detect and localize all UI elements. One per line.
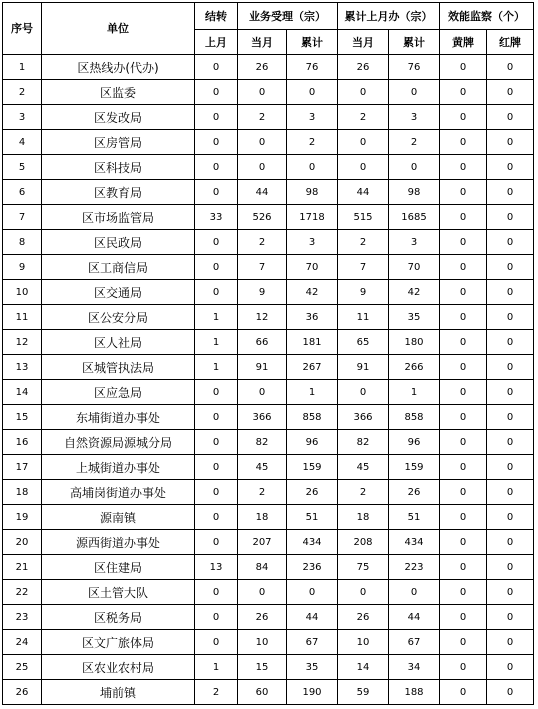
cell-yellow-card: 0 (440, 355, 487, 380)
cell-seq: 15 (3, 405, 42, 430)
cell-business-total: 2 (287, 130, 338, 155)
cell-seq: 3 (3, 105, 42, 130)
cell-transfer-last-month: 0 (195, 605, 238, 630)
cell-done-this-month: 9 (338, 280, 389, 305)
header-seq: 序号 (3, 3, 42, 55)
header-unit: 单位 (42, 3, 195, 55)
cell-done-total: 3 (389, 105, 440, 130)
cell-done-total: 266 (389, 355, 440, 380)
cell-business-this-month: 2 (238, 105, 287, 130)
cell-transfer-last-month: 2 (195, 680, 238, 705)
cell-business-this-month: 10 (238, 630, 287, 655)
header-last-month: 上月 (195, 30, 238, 55)
cell-done-total: 0 (389, 80, 440, 105)
cell-done-this-month: 2 (338, 480, 389, 505)
cell-done-total: 0 (389, 155, 440, 180)
cell-unit: 上城街道办事处 (42, 455, 195, 480)
cell-done-total: 188 (389, 680, 440, 705)
cell-yellow-card: 0 (440, 655, 487, 680)
cell-transfer-last-month: 0 (195, 105, 238, 130)
cell-business-this-month: 0 (238, 80, 287, 105)
cell-business-total: 0 (287, 155, 338, 180)
cell-business-total: 35 (287, 655, 338, 680)
cell-business-total: 0 (287, 80, 338, 105)
cell-red-card: 0 (487, 580, 534, 605)
cell-business-this-month: 0 (238, 380, 287, 405)
cell-business-total: 96 (287, 430, 338, 455)
table-row (3, 105, 534, 130)
cell-business-this-month: 45 (238, 455, 287, 480)
cell-done-total: 70 (389, 255, 440, 280)
cell-red-card: 0 (487, 255, 534, 280)
cell-transfer-last-month: 1 (195, 305, 238, 330)
table-body (3, 55, 534, 705)
cell-done-this-month: 26 (338, 55, 389, 80)
cell-transfer-last-month: 0 (195, 380, 238, 405)
cell-transfer-last-month: 0 (195, 480, 238, 505)
cell-business-total: 26 (287, 480, 338, 505)
cell-seq: 14 (3, 380, 42, 405)
table-row (3, 205, 534, 230)
cell-yellow-card: 0 (440, 630, 487, 655)
cell-seq: 7 (3, 205, 42, 230)
cell-done-this-month: 59 (338, 680, 389, 705)
cell-business-total: 181 (287, 330, 338, 355)
table-row (3, 580, 534, 605)
cell-unit: 高埔岗街道办事处 (42, 480, 195, 505)
cell-yellow-card: 0 (440, 505, 487, 530)
cell-yellow-card: 0 (440, 330, 487, 355)
cell-business-total: 36 (287, 305, 338, 330)
cell-done-this-month: 45 (338, 455, 389, 480)
cell-business-total: 190 (287, 680, 338, 705)
cell-done-total: 26 (389, 480, 440, 505)
table-row (3, 605, 534, 630)
header-yellow-card: 黄牌 (440, 30, 487, 55)
cell-business-this-month: 26 (238, 605, 287, 630)
table-row (3, 380, 534, 405)
cell-unit: 区土管大队 (42, 580, 195, 605)
cell-done-this-month: 366 (338, 405, 389, 430)
cell-business-total: 67 (287, 630, 338, 655)
table-row (3, 180, 534, 205)
cell-seq: 18 (3, 480, 42, 505)
cell-yellow-card: 0 (440, 305, 487, 330)
cell-done-total: 858 (389, 405, 440, 430)
cell-red-card: 0 (487, 505, 534, 530)
cell-red-card: 0 (487, 55, 534, 80)
cell-business-this-month: 0 (238, 155, 287, 180)
cell-red-card: 0 (487, 105, 534, 130)
cell-yellow-card: 0 (440, 105, 487, 130)
cell-yellow-card: 0 (440, 480, 487, 505)
cell-business-total: 1 (287, 380, 338, 405)
cell-unit: 区房管局 (42, 130, 195, 155)
cell-transfer-last-month: 0 (195, 530, 238, 555)
header-business: 业务受理（宗） (238, 3, 338, 30)
cell-business-total: 267 (287, 355, 338, 380)
table-row (3, 80, 534, 105)
cell-unit: 区公安分局 (42, 305, 195, 330)
cell-transfer-last-month: 33 (195, 205, 238, 230)
cell-transfer-last-month: 0 (195, 230, 238, 255)
cell-business-total: 76 (287, 55, 338, 80)
cell-done-this-month: 2 (338, 230, 389, 255)
cell-seq: 23 (3, 605, 42, 630)
cell-business-this-month: 2 (238, 480, 287, 505)
cell-done-total: 434 (389, 530, 440, 555)
cell-business-this-month: 0 (238, 130, 287, 155)
cell-yellow-card: 0 (440, 230, 487, 255)
cell-yellow-card: 0 (440, 605, 487, 630)
cell-transfer-last-month: 0 (195, 405, 238, 430)
table-row (3, 55, 534, 80)
cell-seq: 22 (3, 580, 42, 605)
cell-red-card: 0 (487, 155, 534, 180)
cell-yellow-card: 0 (440, 380, 487, 405)
cell-yellow-card: 0 (440, 155, 487, 180)
cell-done-total: 0 (389, 580, 440, 605)
cell-business-this-month: 60 (238, 680, 287, 705)
cell-red-card: 0 (487, 130, 534, 155)
cell-seq: 21 (3, 555, 42, 580)
cell-transfer-last-month: 0 (195, 505, 238, 530)
cell-transfer-last-month: 0 (195, 630, 238, 655)
cell-red-card: 0 (487, 405, 534, 430)
cell-red-card: 0 (487, 280, 534, 305)
cell-business-this-month: 7 (238, 255, 287, 280)
table-row (3, 455, 534, 480)
cell-yellow-card: 0 (440, 530, 487, 555)
table-row (3, 355, 534, 380)
cell-unit: 区教育局 (42, 180, 195, 205)
cell-done-this-month: 11 (338, 305, 389, 330)
cell-done-total: 35 (389, 305, 440, 330)
header-transfer: 结转 (195, 3, 238, 30)
cell-done-total: 159 (389, 455, 440, 480)
table-row (3, 405, 534, 430)
cell-yellow-card: 0 (440, 280, 487, 305)
cell-red-card: 0 (487, 230, 534, 255)
cell-done-total: 96 (389, 430, 440, 455)
cell-business-total: 858 (287, 405, 338, 430)
cell-done-this-month: 26 (338, 605, 389, 630)
cell-transfer-last-month: 0 (195, 180, 238, 205)
cell-unit: 自然资源局源城分局 (42, 430, 195, 455)
cell-done-total: 76 (389, 55, 440, 80)
cell-unit: 区热线办(代办) (42, 55, 195, 80)
table-row (3, 280, 534, 305)
table-row (3, 430, 534, 455)
cell-business-total: 159 (287, 455, 338, 480)
cell-unit: 区民政局 (42, 230, 195, 255)
cell-business-total: 44 (287, 605, 338, 630)
cell-business-this-month: 366 (238, 405, 287, 430)
cell-yellow-card: 0 (440, 405, 487, 430)
table-row (3, 305, 534, 330)
cell-unit: 区住建局 (42, 555, 195, 580)
cell-done-this-month: 208 (338, 530, 389, 555)
cell-done-this-month: 2 (338, 105, 389, 130)
cell-red-card: 0 (487, 180, 534, 205)
cell-yellow-card: 0 (440, 180, 487, 205)
cell-transfer-last-month: 0 (195, 80, 238, 105)
cell-business-total: 0 (287, 580, 338, 605)
table-row (3, 555, 534, 580)
cell-done-total: 3 (389, 230, 440, 255)
cell-business-this-month: 84 (238, 555, 287, 580)
statistics-table (2, 2, 534, 705)
cell-red-card: 0 (487, 655, 534, 680)
cell-business-total: 3 (287, 230, 338, 255)
cell-seq: 26 (3, 680, 42, 705)
cell-done-total: 51 (389, 505, 440, 530)
cell-done-total: 223 (389, 555, 440, 580)
cell-red-card: 0 (487, 680, 534, 705)
cell-done-total: 1685 (389, 205, 440, 230)
cell-unit: 区交通局 (42, 280, 195, 305)
cell-red-card: 0 (487, 605, 534, 630)
header-cumulative-done: 累计上月办（宗） (338, 3, 440, 30)
cell-red-card: 0 (487, 305, 534, 330)
cell-transfer-last-month: 0 (195, 155, 238, 180)
cell-done-this-month: 0 (338, 380, 389, 405)
cell-unit: 区税务局 (42, 605, 195, 630)
cell-transfer-last-month: 1 (195, 355, 238, 380)
cell-business-total: 70 (287, 255, 338, 280)
cell-unit: 区工商信局 (42, 255, 195, 280)
cell-unit: 源南镇 (42, 505, 195, 530)
cell-business-this-month: 12 (238, 305, 287, 330)
cell-yellow-card: 0 (440, 80, 487, 105)
cell-business-total: 98 (287, 180, 338, 205)
cell-unit: 区监委 (42, 80, 195, 105)
cell-transfer-last-month: 0 (195, 255, 238, 280)
cell-business-this-month: 44 (238, 180, 287, 205)
cell-done-this-month: 0 (338, 580, 389, 605)
cell-business-total: 42 (287, 280, 338, 305)
cell-done-this-month: 91 (338, 355, 389, 380)
cell-seq: 12 (3, 330, 42, 355)
cell-business-this-month: 82 (238, 430, 287, 455)
table-row (3, 130, 534, 155)
cell-yellow-card: 0 (440, 255, 487, 280)
cell-business-this-month: 207 (238, 530, 287, 555)
cell-yellow-card: 0 (440, 430, 487, 455)
cell-seq: 6 (3, 180, 42, 205)
cell-unit: 区科技局 (42, 155, 195, 180)
cell-business-this-month: 15 (238, 655, 287, 680)
cell-business-this-month: 526 (238, 205, 287, 230)
cell-red-card: 0 (487, 480, 534, 505)
cell-done-total: 42 (389, 280, 440, 305)
cell-yellow-card: 0 (440, 55, 487, 80)
table-header (3, 3, 534, 55)
header-red-card: 红牌 (487, 30, 534, 55)
cell-done-total: 44 (389, 605, 440, 630)
cell-red-card: 0 (487, 80, 534, 105)
cell-yellow-card: 0 (440, 580, 487, 605)
table-row (3, 255, 534, 280)
cell-done-this-month: 44 (338, 180, 389, 205)
table-row (3, 530, 534, 555)
cell-transfer-last-month: 0 (195, 130, 238, 155)
cell-seq: 4 (3, 130, 42, 155)
cell-done-total: 180 (389, 330, 440, 355)
cell-transfer-last-month: 1 (195, 330, 238, 355)
header-done-this-month: 当月 (338, 30, 389, 55)
cell-red-card: 0 (487, 555, 534, 580)
cell-unit: 区应急局 (42, 380, 195, 405)
cell-red-card: 0 (487, 380, 534, 405)
cell-done-total: 67 (389, 630, 440, 655)
table-row (3, 680, 534, 705)
cell-red-card: 0 (487, 330, 534, 355)
cell-transfer-last-month: 1 (195, 655, 238, 680)
cell-yellow-card: 0 (440, 205, 487, 230)
cell-red-card: 0 (487, 355, 534, 380)
table-row (3, 480, 534, 505)
cell-seq: 19 (3, 505, 42, 530)
cell-red-card: 0 (487, 205, 534, 230)
cell-red-card: 0 (487, 530, 534, 555)
cell-unit: 埔前镇 (42, 680, 195, 705)
cell-business-this-month: 91 (238, 355, 287, 380)
cell-done-total: 98 (389, 180, 440, 205)
cell-seq: 9 (3, 255, 42, 280)
cell-seq: 1 (3, 55, 42, 80)
cell-seq: 13 (3, 355, 42, 380)
cell-business-total: 236 (287, 555, 338, 580)
cell-seq: 25 (3, 655, 42, 680)
table-row (3, 630, 534, 655)
cell-seq: 24 (3, 630, 42, 655)
cell-yellow-card: 0 (440, 680, 487, 705)
table-row (3, 330, 534, 355)
cell-unit: 区城管执法局 (42, 355, 195, 380)
cell-transfer-last-month: 0 (195, 280, 238, 305)
cell-done-this-month: 18 (338, 505, 389, 530)
cell-seq: 8 (3, 230, 42, 255)
cell-transfer-last-month: 0 (195, 430, 238, 455)
cell-business-this-month: 18 (238, 505, 287, 530)
cell-transfer-last-month: 0 (195, 580, 238, 605)
header-efficiency: 效能监察（个） (440, 3, 534, 30)
cell-transfer-last-month: 0 (195, 455, 238, 480)
cell-yellow-card: 0 (440, 130, 487, 155)
cell-business-this-month: 9 (238, 280, 287, 305)
cell-done-this-month: 82 (338, 430, 389, 455)
header-done-total: 累计 (389, 30, 440, 55)
cell-done-this-month: 515 (338, 205, 389, 230)
cell-transfer-last-month: 0 (195, 55, 238, 80)
cell-business-this-month: 0 (238, 580, 287, 605)
cell-yellow-card: 0 (440, 455, 487, 480)
cell-yellow-card: 0 (440, 555, 487, 580)
cell-done-this-month: 14 (338, 655, 389, 680)
table-row (3, 655, 534, 680)
cell-business-this-month: 66 (238, 330, 287, 355)
cell-seq: 16 (3, 430, 42, 455)
cell-done-total: 34 (389, 655, 440, 680)
cell-transfer-last-month: 13 (195, 555, 238, 580)
cell-business-total: 434 (287, 530, 338, 555)
cell-business-total: 1718 (287, 205, 338, 230)
header-this-month: 当月 (238, 30, 287, 55)
cell-business-this-month: 26 (238, 55, 287, 80)
cell-seq: 2 (3, 80, 42, 105)
cell-unit: 区农业农村局 (42, 655, 195, 680)
cell-red-card: 0 (487, 455, 534, 480)
cell-seq: 10 (3, 280, 42, 305)
cell-business-total: 51 (287, 505, 338, 530)
cell-done-this-month: 0 (338, 80, 389, 105)
cell-business-this-month: 2 (238, 230, 287, 255)
cell-done-this-month: 0 (338, 155, 389, 180)
cell-seq: 11 (3, 305, 42, 330)
table-row (3, 155, 534, 180)
header-total: 累计 (287, 30, 338, 55)
cell-done-total: 2 (389, 130, 440, 155)
cell-unit: 区发改局 (42, 105, 195, 130)
cell-done-this-month: 10 (338, 630, 389, 655)
cell-done-this-month: 75 (338, 555, 389, 580)
cell-seq: 5 (3, 155, 42, 180)
cell-seq: 20 (3, 530, 42, 555)
cell-unit: 东埔街道办事处 (42, 405, 195, 430)
table-row (3, 505, 534, 530)
cell-red-card: 0 (487, 430, 534, 455)
cell-red-card: 0 (487, 630, 534, 655)
cell-done-this-month: 65 (338, 330, 389, 355)
cell-unit: 区人社局 (42, 330, 195, 355)
cell-unit: 区文广旅体局 (42, 630, 195, 655)
cell-unit: 源西街道办事处 (42, 530, 195, 555)
cell-unit: 区市场监管局 (42, 205, 195, 230)
cell-seq: 17 (3, 455, 42, 480)
cell-done-total: 1 (389, 380, 440, 405)
cell-business-total: 3 (287, 105, 338, 130)
table-row (3, 230, 534, 255)
cell-done-this-month: 0 (338, 130, 389, 155)
cell-done-this-month: 7 (338, 255, 389, 280)
